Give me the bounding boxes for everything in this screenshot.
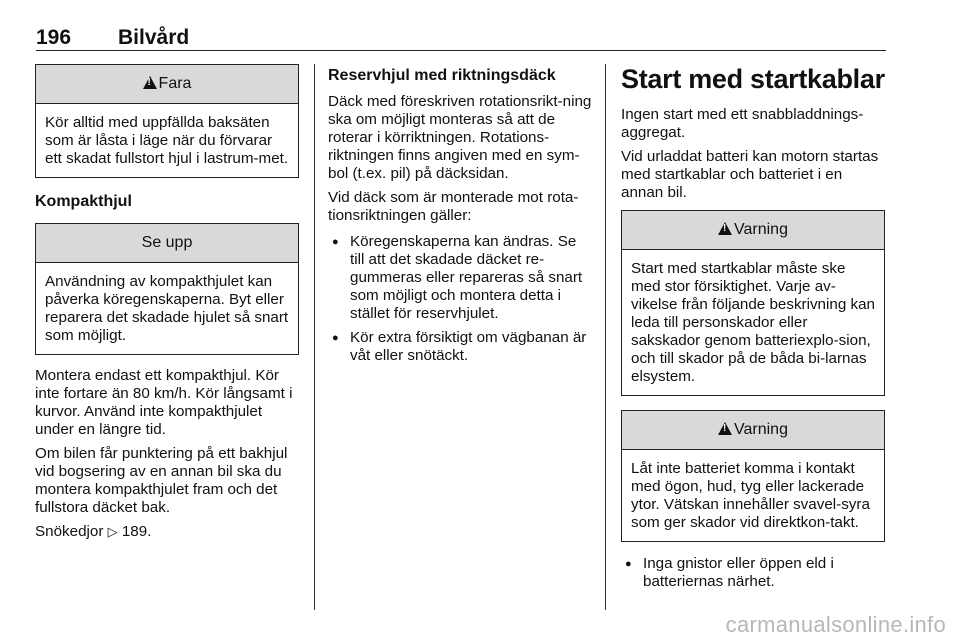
column-3 xyxy=(621,64,885,597)
jump-start-bullet-list xyxy=(621,555,885,591)
jump-start-paragraph-2: Vid urladdat batteri kan motorn startas med startkablar och batteriet i en annan bil. xyxy=(621,148,879,201)
snow-chain-reference[interactable] xyxy=(35,523,299,541)
list-item: ● Köregenskaperna kan ändras. Se till att det skadade däcket re-gummeras eller repareras så snart som möjligt och montera detta i stället för reservhjulet. xyxy=(328,233,592,323)
compact-wheel-paragraph-1: Montera endast ett kompakthjul. Kör inte fortare än 80 km/h. Kör långsamt i kurvor. Använd inte kompakthjulet under en längre tid. xyxy=(35,367,293,438)
directional-bullet-list xyxy=(328,233,592,365)
caution-box xyxy=(35,223,299,355)
jump-start-heading: Start med startkablar xyxy=(621,64,885,94)
warning-triangle-icon xyxy=(143,76,157,89)
jump-start-paragraph-1: Ingen start med ett snabbladdnings-aggregat. xyxy=(621,106,864,141)
page-number: 196 xyxy=(36,26,72,49)
danger-box xyxy=(35,64,299,178)
reference-label: Snökedjor xyxy=(35,523,104,540)
page-reference-arrow-icon: ▷ xyxy=(107,524,118,539)
warning-box-2-text: Låt inte batteriet komma i kontakt med ögon, hud, tyg eller lackerade ytor. Vätskan innehåller svavel-syra som ger skador vid direktkon-takt. xyxy=(631,460,870,531)
compact-wheel-paragraph-2: Om bilen får punktering på ett bakhjul vid bogsering av en annan bil ska du montera kompakthjulet fram och det fullstora däcket bak. xyxy=(35,445,288,516)
directional-paragraph-2: Vid däck som är monterade mot rota-tionsriktningen gäller: xyxy=(328,189,579,224)
warning-triangle-icon xyxy=(718,222,732,235)
list-item: ● Inga gnistor eller öppen eld i batteriernas närhet. xyxy=(621,555,885,591)
caution-box-header xyxy=(36,224,298,263)
column-2 xyxy=(328,66,592,371)
header-rule xyxy=(36,50,886,51)
directional-paragraph-1: Däck med föreskriven rotationsrikt-ning ska om möjligt monteras så att de roterar i körriktningen. Rotations-riktningen finns angiven med en sym-bol (t.ex. pil) på däcksidan. xyxy=(328,93,592,182)
danger-box-header xyxy=(36,65,298,104)
chapter-title: Bilvård xyxy=(118,26,190,49)
caution-box-title: Se upp xyxy=(141,234,193,251)
list-item: ● Kör extra försiktigt om vägbanan är våt eller snötäckt. xyxy=(328,329,592,365)
page-header xyxy=(36,26,886,52)
warning-box-1 xyxy=(621,210,885,396)
warning-box-2 xyxy=(621,410,885,542)
reference-page: 189. xyxy=(121,523,152,540)
danger-box-text: Kör alltid med uppfällda baksäten som är låsta i läge när du förvarar ett skadat fullstort hjul i lastrum-met. xyxy=(45,114,289,167)
column-1 xyxy=(35,64,299,547)
warning-box-1-text: Start med startkablar måste ske med stor försiktighet. Varje av-vikelse från följande beskrivning kan leda till personskador eller sakskador genom batteriexplo-sion, och till skador på de båda bi-larnas elsystem. xyxy=(631,260,875,385)
caution-box-text: Användning av kompakthjulet kan påverka köregenskaperna. Byt eller reparera det skadade hjulet så snart som möjligt. xyxy=(45,273,289,344)
column-divider-1 xyxy=(314,64,315,610)
directional-spare-heading: Reservhjul med riktningsdäck xyxy=(328,67,556,84)
watermark-text: carmanualsonline.info xyxy=(725,612,946,637)
warning-triangle-icon xyxy=(718,422,732,435)
warning-box-1-header xyxy=(622,211,884,250)
danger-box-title: Fara xyxy=(158,75,192,92)
warning-box-1-title: Varning xyxy=(734,221,788,238)
warning-box-2-title: Varning xyxy=(734,421,788,438)
column-divider-2 xyxy=(605,64,606,610)
warning-box-2-header xyxy=(622,411,884,450)
compact-wheel-heading: Kompakthjul xyxy=(35,193,132,210)
